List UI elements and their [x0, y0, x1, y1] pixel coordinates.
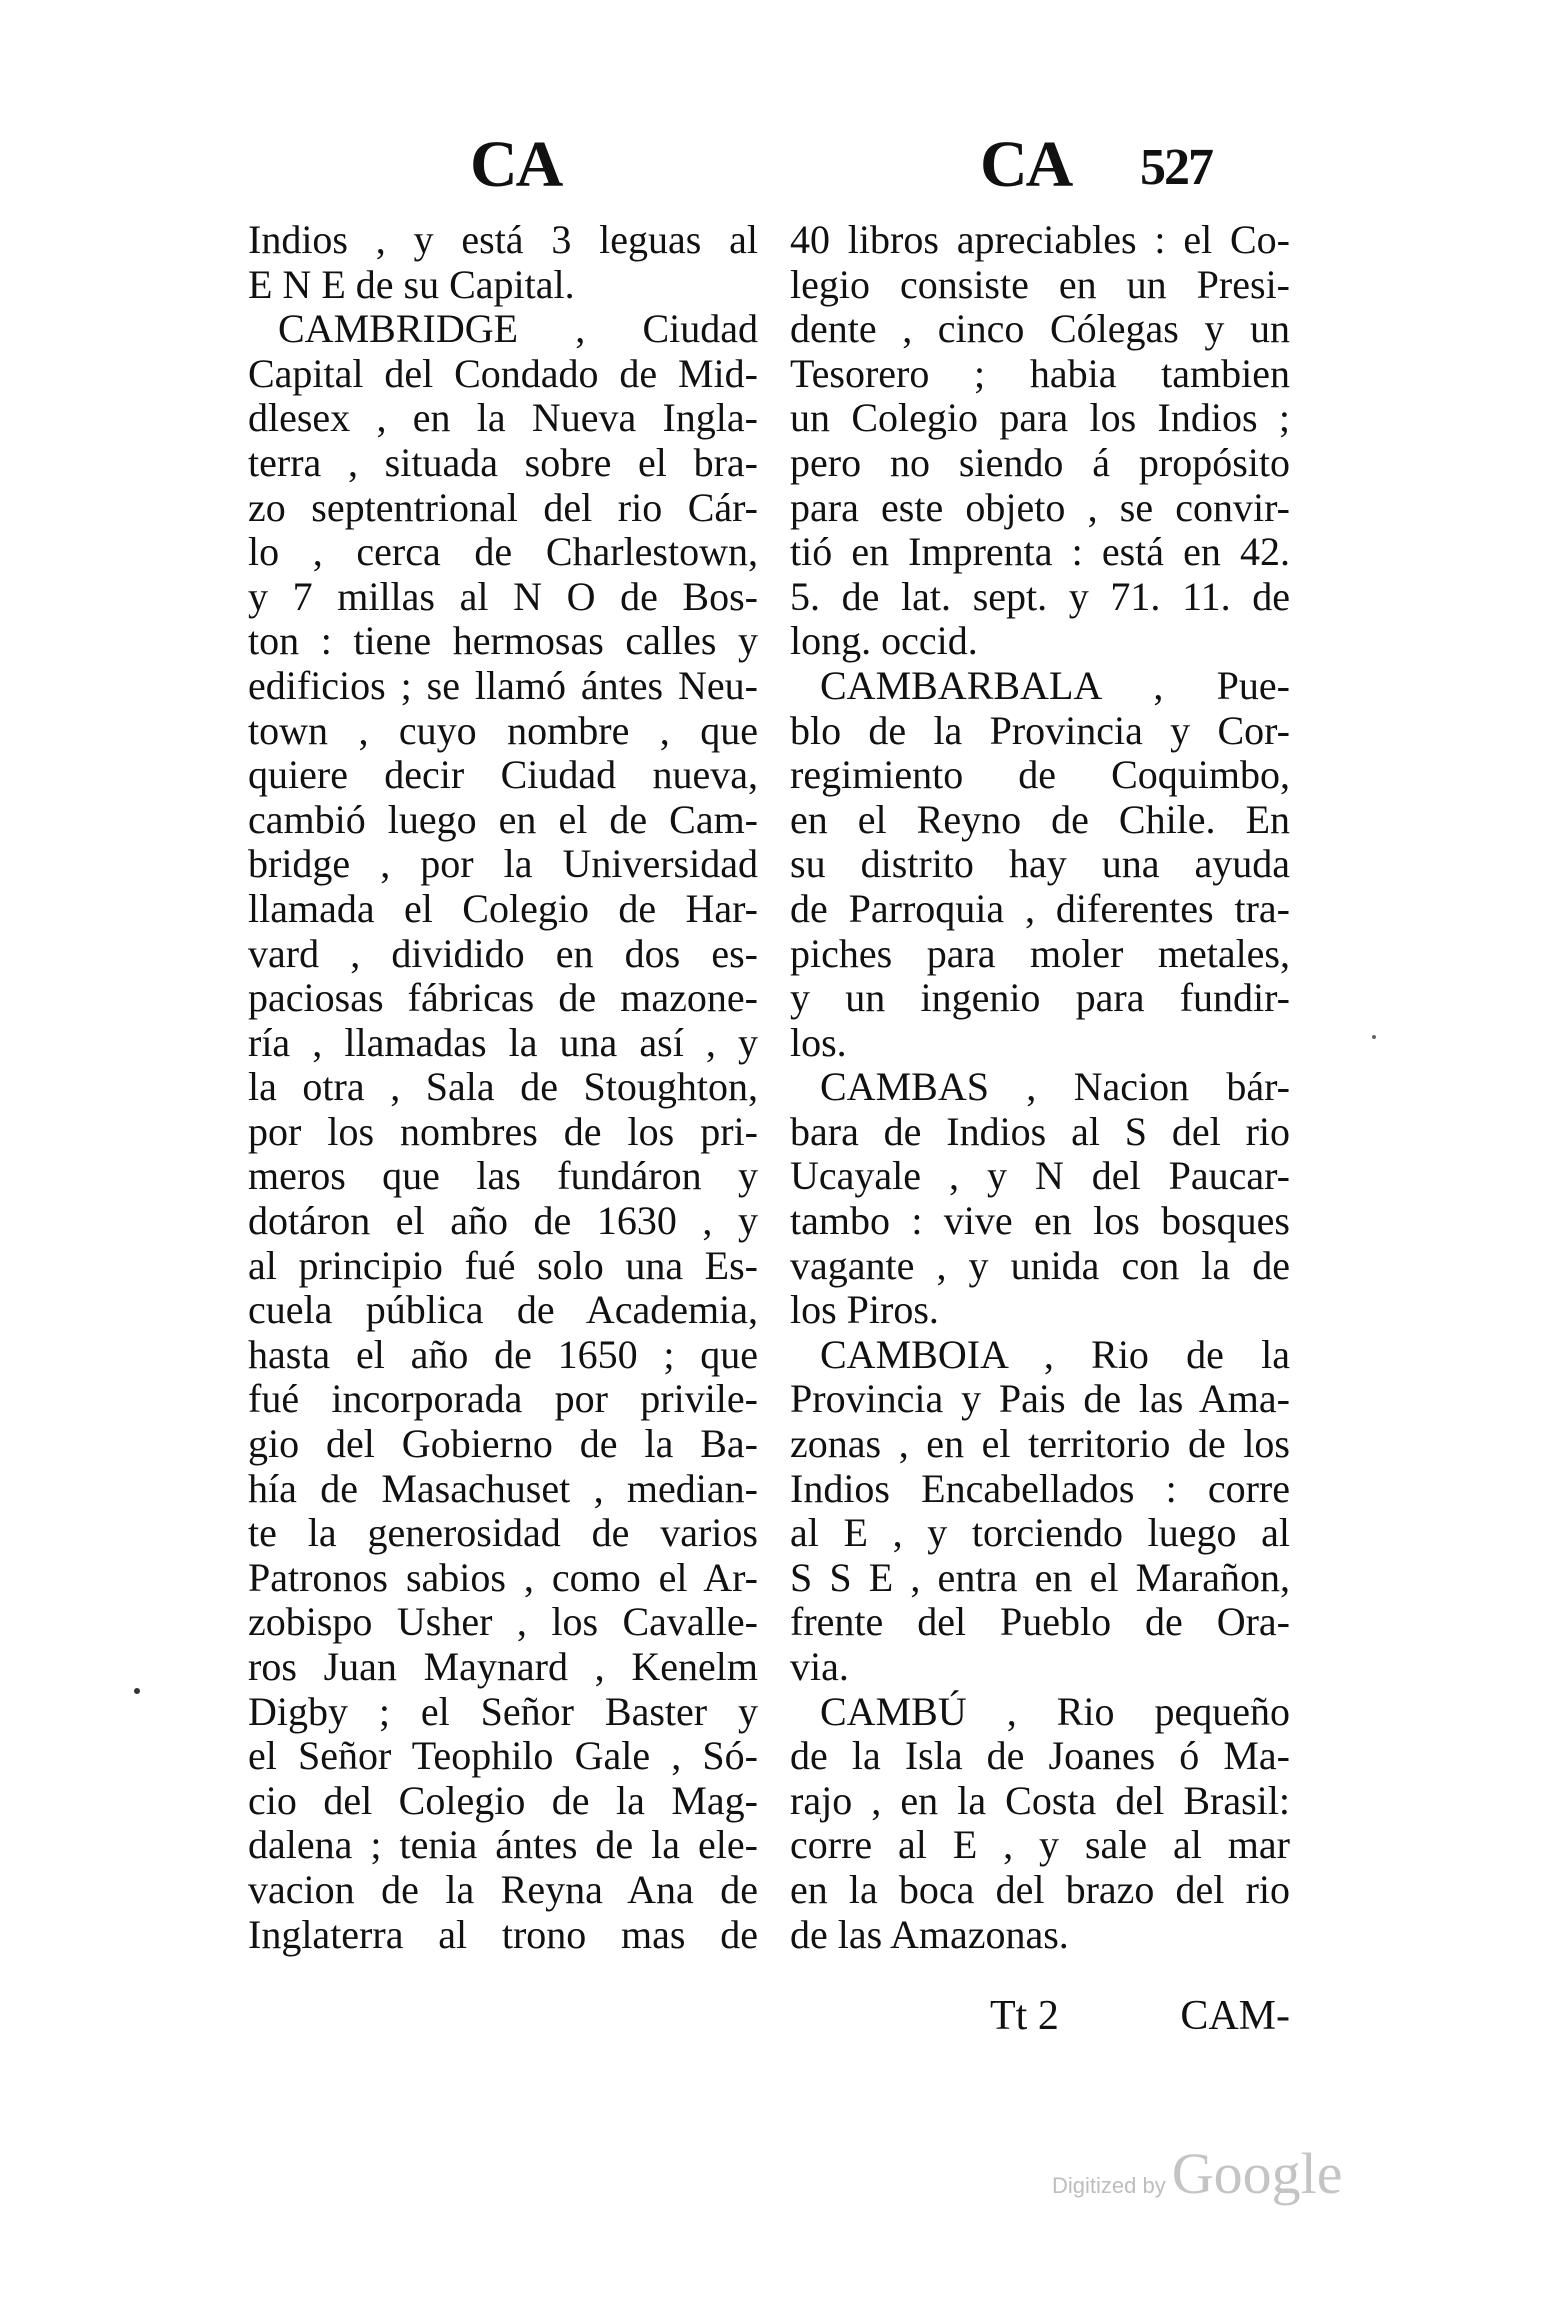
digitized-watermark	[1052, 2140, 1342, 2207]
text-line: de Parroquia , diferentes tra-	[790, 886, 1290, 931]
text-line: pero no siendo á propósito	[790, 440, 1290, 485]
text-line: edificios ; se llamó ántes Neu-	[248, 663, 758, 708]
text-line: de la Isla de Joanes ó Ma-	[790, 1734, 1290, 1779]
text-line: vacion de la Reyna Ana de	[248, 1867, 758, 1912]
text-line: de las Amazonas.	[790, 1912, 1069, 1957]
text-line: los Piros.	[790, 1288, 939, 1333]
text-line: Provincia y Pais de las Ama-	[790, 1377, 1290, 1422]
text-line: la otra , Sala de Stoughton,	[248, 1065, 758, 1110]
text-line: legio consiste en un Presi-	[790, 262, 1290, 307]
text-line: CAMBOIA , Rio de la	[820, 1332, 1290, 1377]
text-line: town , cuyo nombre , que	[248, 708, 758, 753]
text-line: CAMBÚ , Rio pequeño	[820, 1689, 1290, 1734]
running-head-right: CA	[980, 128, 1072, 201]
text-line: CAMBARBALA , Pue-	[820, 663, 1290, 708]
text-line: dente , cinco Cólegas y un	[790, 307, 1290, 352]
text-line: los.	[790, 1020, 847, 1065]
text-line: llamada el Colegio de Har-	[248, 886, 758, 931]
text-line: zobispo Usher , los Cavalle-	[248, 1600, 758, 1645]
text-line: cuela pública de Academia,	[248, 1288, 758, 1333]
text-line: fué incorporada por privile-	[248, 1377, 758, 1422]
text-line: vagante , y unida con la de	[790, 1243, 1290, 1288]
text-line: 40 libros apreciables : el Co-	[790, 218, 1290, 262]
ink-speck	[134, 1688, 140, 1694]
text-line: regimiento de Coquimbo,	[790, 753, 1290, 798]
text-line: hía de Masachuset , median-	[248, 1466, 758, 1511]
text-line: lo , cerca de Charlestown,	[248, 530, 758, 575]
text-line: en la boca del brazo del rio	[790, 1867, 1290, 1912]
text-line: frente del Pueblo de Ora-	[790, 1600, 1290, 1645]
text-line: meros que las fundáron y	[248, 1154, 758, 1199]
text-line: zo septentrional del rio Cár-	[248, 485, 758, 530]
text-line: Digby ; el Señor Baster y	[248, 1689, 758, 1734]
text-line: hasta el año de 1650 ; que	[248, 1332, 758, 1377]
text-line: blo de la Provincia y Cor-	[790, 708, 1290, 753]
text-line: gio del Gobierno de la Ba-	[248, 1422, 758, 1467]
text-line: cambió luego en el de Cam-	[248, 797, 758, 842]
text-line: ría , llamadas la una así , y	[248, 1020, 758, 1065]
text-line: E N E de su Capital.	[248, 262, 575, 307]
text-line: tió en Imprenta : está en 42.	[790, 530, 1290, 575]
text-line: Inglaterra al trono mas de	[248, 1912, 758, 1957]
text-line: el Señor Teophilo Gale , Só-	[248, 1734, 758, 1779]
text-line: terra , situada sobre el bra-	[248, 440, 758, 485]
signature-mark: Tt 2	[990, 1993, 1059, 2039]
text-line: S S E , entra en el Marañon,	[790, 1555, 1290, 1600]
text-line: Tesorero ; habia tambien	[790, 351, 1290, 396]
text-line: un Colegio para los Indios ;	[790, 396, 1290, 441]
text-line: para este objeto , se convir-	[790, 485, 1290, 530]
text-line: quiere decir Ciudad nueva,	[248, 753, 758, 798]
text-line: Ucayale , y N del Paucar-	[790, 1154, 1290, 1199]
text-line: rajo , en la Costa del Brasil:	[790, 1778, 1290, 1823]
text-line: paciosas fábricas de mazone-	[248, 976, 758, 1021]
text-line: dalena ; tenia ántes de la ele-	[248, 1823, 758, 1868]
text-line: por los nombres de los pri-	[248, 1109, 758, 1154]
text-line: piches para moler metales,	[790, 931, 1290, 976]
text-line: y un ingenio para fundir-	[790, 976, 1290, 1021]
text-line: vard , dividido en dos es-	[248, 931, 758, 976]
text-line: 5. de lat. sept. y 71. 11. de	[790, 574, 1290, 619]
text-line: tambo : vive en los bosques	[790, 1199, 1290, 1244]
text-line: te la generosidad de varios	[248, 1511, 758, 1556]
page-number: 527	[1140, 139, 1212, 196]
text-line: dlesex , en la Nueva Ingla-	[248, 396, 758, 441]
text-line: en el Reyno de Chile. En	[790, 797, 1290, 842]
text-line: CAMBRIDGE , Ciudad	[278, 307, 758, 352]
text-line: bara de Indios al S del rio	[790, 1109, 1290, 1154]
text-line: al E , y torciendo luego al	[790, 1511, 1290, 1556]
text-line: long. occid.	[790, 619, 978, 664]
digitized-label: Digitized by	[1052, 2173, 1166, 2198]
google-logo: Google	[1171, 2141, 1343, 2206]
text-line: su distrito hay una ayuda	[790, 842, 1290, 887]
text-line: bridge , por la Universidad	[248, 842, 758, 887]
text-line: corre al E , y sale al mar	[790, 1823, 1290, 1868]
left-text-column	[248, 218, 758, 1957]
text-line: al principio fué solo una Es-	[248, 1243, 758, 1288]
text-line: via.	[790, 1645, 849, 1689]
text-line: Indios Encabellados : corre	[790, 1466, 1290, 1511]
text-line: ton : tiene hermosas calles y	[248, 619, 758, 664]
ink-speck	[1372, 1035, 1376, 1039]
text-line: dotáron el año de 1630 , y	[248, 1199, 758, 1244]
right-text-column	[790, 218, 1290, 1957]
text-line: CAMBAS , Nacion bár-	[820, 1065, 1290, 1110]
text-line: Indios , y está 3 leguas al	[248, 218, 758, 262]
text-line: zonas , en el territorio de los	[790, 1422, 1290, 1467]
text-line: ros Juan Maynard , Kenelm	[248, 1645, 758, 1689]
text-line: cio del Colegio de la Mag-	[248, 1778, 758, 1823]
text-line: Patronos sabios , como el Ar-	[248, 1555, 758, 1600]
running-head-left: CA	[470, 128, 562, 201]
catchword: CAM-	[1180, 1993, 1290, 2039]
text-line: y 7 millas al N O de Bos-	[248, 574, 758, 619]
text-line: Capital del Condado de Mid-	[248, 351, 758, 396]
